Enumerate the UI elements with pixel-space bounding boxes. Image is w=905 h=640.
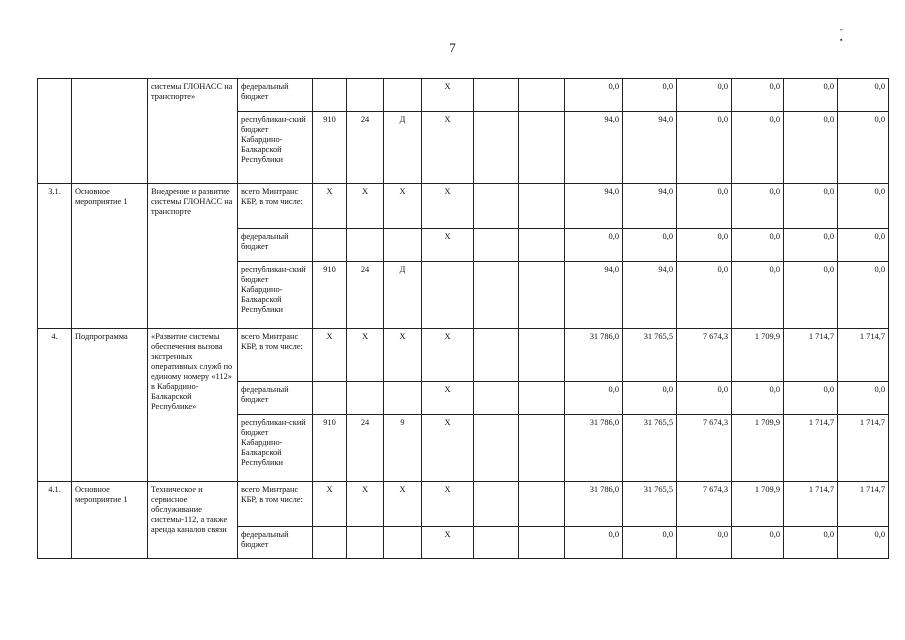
value-cell: 0,0: [565, 79, 623, 112]
value-cell: 0,0: [623, 79, 677, 112]
pr-cell: Д: [384, 112, 422, 184]
extra-code-cell: [519, 79, 565, 112]
value-cell: 0,0: [623, 527, 677, 559]
table-row: [38, 184, 889, 229]
funding-source-cell: всего Минтранс КБР, в том числе:: [238, 482, 313, 527]
extra-code-cell: [519, 415, 565, 482]
vr-cell: [474, 415, 519, 482]
value-cell: 1 709,9: [732, 329, 784, 382]
value-cell: 0,0: [732, 79, 784, 112]
rz-cell: 24: [347, 112, 384, 184]
value-cell: 1 714,7: [784, 415, 838, 482]
grbs-cell: X: [313, 482, 347, 527]
value-cell: 0,0: [784, 79, 838, 112]
pr-cell: X: [384, 184, 422, 229]
funding-source-cell: федеральный бюджет: [238, 527, 313, 559]
rz-cell: X: [347, 329, 384, 382]
rz-cell: X: [347, 184, 384, 229]
value-cell: 0,0: [784, 184, 838, 229]
value-cell: 0,0: [677, 527, 732, 559]
csr-cell: X: [422, 112, 474, 184]
value-cell: 31 765,5: [623, 329, 677, 382]
grbs-cell: 910: [313, 112, 347, 184]
value-cell: 0,0: [784, 112, 838, 184]
funding-source-cell: республикан-ский бюджет Кабардино-Балкарской Республики: [238, 415, 313, 482]
value-cell: 31 786,0: [565, 415, 623, 482]
value-cell: 0,0: [784, 229, 838, 262]
value-cell: 0,0: [623, 382, 677, 415]
value-cell: 0,0: [784, 382, 838, 415]
row-type-cell: Основное мероприятие 1: [72, 482, 148, 559]
grbs-cell: [313, 79, 347, 112]
corner-marks: " ▪: [840, 28, 873, 44]
funding-source-cell: всего Минтранс КБР, в том числе:: [238, 184, 313, 229]
csr-cell: X: [422, 527, 474, 559]
value-cell: 94,0: [623, 184, 677, 229]
rz-cell: X: [347, 482, 384, 527]
vr-cell: [474, 112, 519, 184]
value-cell: 0,0: [838, 229, 889, 262]
table-row: [38, 329, 889, 382]
grbs-cell: [313, 382, 347, 415]
row-type-cell: Основное мероприятие 1: [72, 184, 148, 329]
grbs-cell: X: [313, 184, 347, 229]
value-cell: 0,0: [677, 79, 732, 112]
value-cell: 0,0: [565, 229, 623, 262]
value-cell: 0,0: [838, 262, 889, 329]
value-cell: 0,0: [677, 382, 732, 415]
value-cell: 31 765,5: [623, 415, 677, 482]
value-cell: 7 674,3: [677, 482, 732, 527]
value-cell: 1 714,7: [784, 329, 838, 382]
value-cell: 0,0: [732, 262, 784, 329]
rz-cell: [347, 527, 384, 559]
csr-cell: X: [422, 382, 474, 415]
value-cell: 0,0: [677, 184, 732, 229]
value-cell: 31 765,5: [623, 482, 677, 527]
table-row: [38, 482, 889, 527]
funding-source-cell: республикан-ский бюджет Кабардино-Балкарской Республики: [238, 112, 313, 184]
budget-table: [37, 78, 889, 559]
vr-cell: [474, 527, 519, 559]
value-cell: 1 709,9: [732, 415, 784, 482]
funding-source-cell: всего Минтранс КБР, в том числе:: [238, 329, 313, 382]
value-cell: 0,0: [838, 382, 889, 415]
row-number-cell: 4.: [38, 329, 72, 482]
vr-cell: [474, 482, 519, 527]
funding-source-cell: федеральный бюджет: [238, 382, 313, 415]
rz-cell: 24: [347, 262, 384, 329]
value-cell: 1 709,9: [732, 482, 784, 527]
value-cell: 94,0: [565, 184, 623, 229]
value-cell: 0,0: [732, 112, 784, 184]
grbs-cell: [313, 229, 347, 262]
csr-cell: X: [422, 482, 474, 527]
extra-code-cell: [519, 482, 565, 527]
value-cell: 0,0: [838, 184, 889, 229]
pr-cell: X: [384, 329, 422, 382]
extra-code-cell: [519, 262, 565, 329]
value-cell: 31 786,0: [565, 329, 623, 382]
pr-cell: X: [384, 482, 422, 527]
extra-code-cell: [519, 184, 565, 229]
csr-cell: X: [422, 415, 474, 482]
value-cell: 7 674,3: [677, 415, 732, 482]
extra-code-cell: [519, 329, 565, 382]
pr-cell: [384, 79, 422, 112]
csr-cell: X: [422, 329, 474, 382]
row-name-cell: Техническое и сервисное обслуживание системы-112, а также аренда каналов связи: [148, 482, 238, 559]
grbs-cell: [313, 527, 347, 559]
csr-cell: [422, 262, 474, 329]
table-row: [38, 79, 889, 112]
row-type-cell: [72, 79, 148, 184]
csr-cell: X: [422, 79, 474, 112]
value-cell: 1 714,7: [838, 415, 889, 482]
vr-cell: [474, 262, 519, 329]
extra-code-cell: [519, 527, 565, 559]
value-cell: 0,0: [732, 184, 784, 229]
extra-code-cell: [519, 112, 565, 184]
value-cell: 0,0: [732, 382, 784, 415]
row-number-cell: [38, 79, 72, 184]
value-cell: 0,0: [784, 527, 838, 559]
pr-cell: [384, 527, 422, 559]
rz-cell: 24: [347, 415, 384, 482]
grbs-cell: 910: [313, 415, 347, 482]
rz-cell: [347, 229, 384, 262]
pr-cell: [384, 382, 422, 415]
row-name-cell: системы ГЛОНАСС на транспорте»: [148, 79, 238, 184]
row-name-cell: «Развитие системы обеспечения вызова экстренных оперативных служб по единому номеру «112» в Кабардино-Балкарской Республике»: [148, 329, 238, 482]
page-number: 7: [449, 40, 456, 55]
value-cell: 0,0: [838, 527, 889, 559]
vr-cell: [474, 329, 519, 382]
rz-cell: [347, 382, 384, 415]
value-cell: 7 674,3: [677, 329, 732, 382]
value-cell: 0,0: [677, 229, 732, 262]
value-cell: 94,0: [623, 112, 677, 184]
value-cell: 94,0: [565, 262, 623, 329]
grbs-cell: 910: [313, 262, 347, 329]
value-cell: 0,0: [838, 112, 889, 184]
vr-cell: [474, 79, 519, 112]
value-cell: 0,0: [784, 262, 838, 329]
value-cell: 1 714,7: [838, 482, 889, 527]
vr-cell: [474, 229, 519, 262]
value-cell: 1 714,7: [784, 482, 838, 527]
pr-cell: [384, 229, 422, 262]
row-name-cell: Внедрение и развитие системы ГЛОНАСС на транспорте: [148, 184, 238, 329]
csr-cell: X: [422, 229, 474, 262]
funding-source-cell: республикан-ский бюджет Кабардино-Балкарской Республики: [238, 262, 313, 329]
extra-code-cell: [519, 382, 565, 415]
value-cell: 94,0: [565, 112, 623, 184]
funding-source-cell: федеральный бюджет: [238, 79, 313, 112]
value-cell: 0,0: [732, 229, 784, 262]
value-cell: 0,0: [732, 527, 784, 559]
vr-cell: [474, 184, 519, 229]
value-cell: 0,0: [565, 527, 623, 559]
funding-source-cell: федеральный бюджет: [238, 229, 313, 262]
grbs-cell: X: [313, 329, 347, 382]
rz-cell: [347, 79, 384, 112]
row-type-cell: Подпрограмма: [72, 329, 148, 482]
extra-code-cell: [519, 229, 565, 262]
pr-cell: 9: [384, 415, 422, 482]
row-number-cell: 3.1.: [38, 184, 72, 329]
value-cell: 0,0: [838, 79, 889, 112]
value-cell: 94,0: [623, 262, 677, 329]
value-cell: 1 714,7: [838, 329, 889, 382]
pr-cell: Д: [384, 262, 422, 329]
value-cell: 0,0: [677, 262, 732, 329]
value-cell: 0,0: [565, 382, 623, 415]
vr-cell: [474, 382, 519, 415]
value-cell: 0,0: [677, 112, 732, 184]
value-cell: 31 786,0: [565, 482, 623, 527]
csr-cell: X: [422, 184, 474, 229]
value-cell: 0,0: [623, 229, 677, 262]
row-number-cell: 4.1.: [38, 482, 72, 559]
